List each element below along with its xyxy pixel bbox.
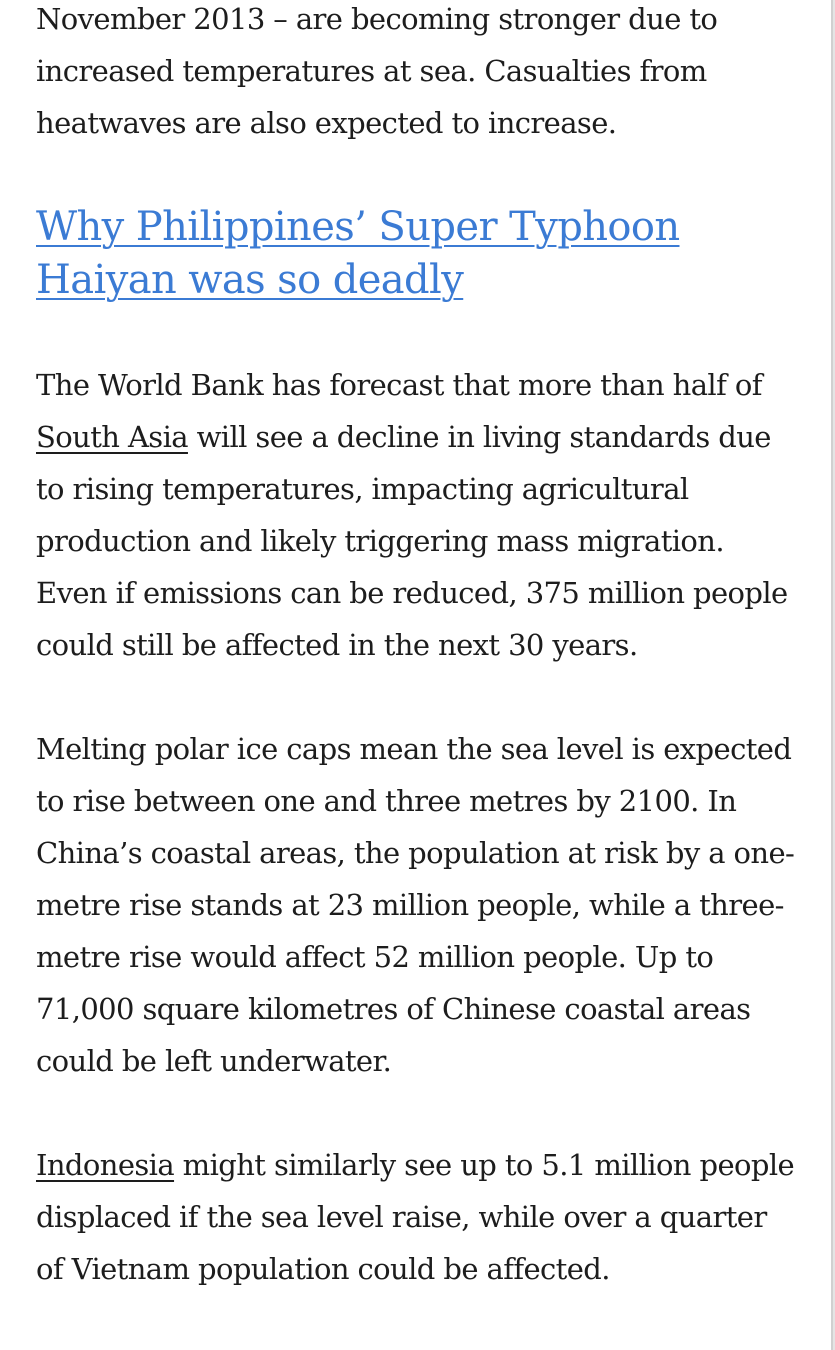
article-body: [36, 0, 796, 1347]
related-article: [36, 201, 796, 307]
paragraph-text: might similarly see up to 5.1 million people displaced if the sea level raise, while over a quarter of Vietnam population could be affected.: [36, 1148, 795, 1286]
sea-level-paragraph: Melting polar ice caps mean the sea level is expected to rise between one and three metres by 2100. In China’s coastal areas, the population at risk by a one-metre rise stands at 23 million people, while a three-metre rise would affect 52 million people. Up to 71,000 square kilometres of Chinese coastal areas could be left underwater.: [36, 732, 795, 1078]
south-asia-paragraph: [36, 359, 796, 671]
indonesia-link[interactable]: Indonesia: [36, 1148, 175, 1182]
paragraph-text: The World Bank has forecast that more than half of: [36, 368, 762, 402]
paragraph-text: will see a decline in living standards due to rising temperatures, impacting agricultural production and likely triggering mass migration. Even if emissions can be reduced, 375 million people could still be affected in the next 30 years.: [36, 420, 788, 662]
south-asia-link[interactable]: South Asia: [36, 420, 188, 454]
scrollbar-edge: [831, 0, 833, 1350]
intro-paragraph: November 2013 – are becoming stronger due to increased temperatures at sea. Casualties from heatwaves are also expected to increase.: [36, 2, 718, 140]
indonesia-paragraph: [36, 1139, 796, 1295]
related-article-link[interactable]: Why Philippines’ Super Typhoon Haiyan was so deadly: [36, 204, 680, 303]
